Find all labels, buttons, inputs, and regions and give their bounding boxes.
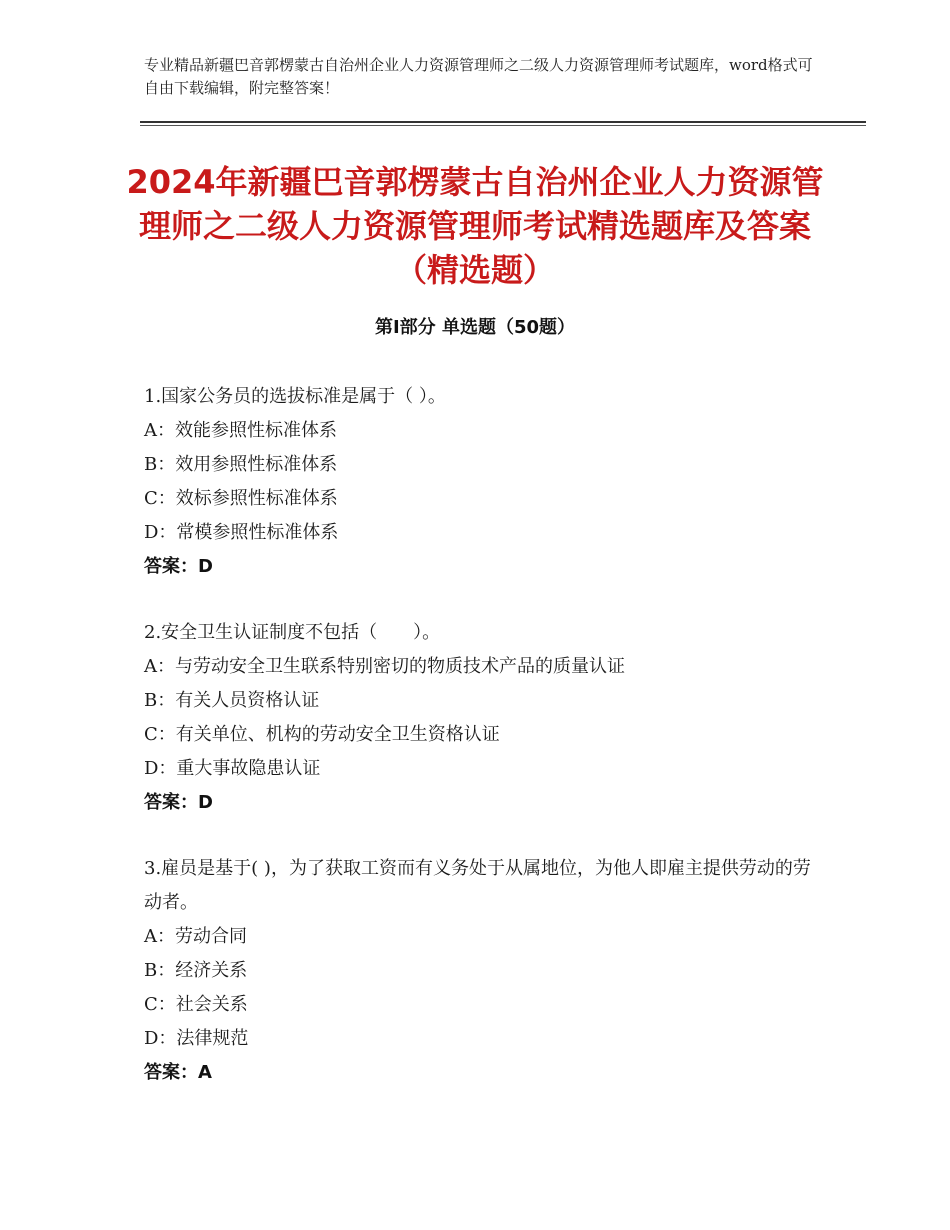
option-c: C：社会关系: [144, 994, 248, 1015]
question-list: [144, 380, 824, 1122]
option-b: B：经济关系: [144, 960, 248, 981]
question-3: [144, 852, 824, 1090]
option-c: C：效标参照性标准体系: [144, 488, 338, 509]
header-note: 专业精品新疆巴音郭楞蒙古自治州企业人力资源管理师之二级人力资源管理师考试题库，word格式可自由下载编辑，附完整答案！: [144, 56, 813, 97]
option-a: A：效能参照性标准体系: [144, 420, 337, 441]
header-divider-thin: [140, 125, 866, 126]
option-b: B：有关人员资格认证: [144, 690, 320, 711]
option-b: B：效用参照性标准体系: [144, 454, 338, 475]
header-divider-thick: [140, 121, 866, 123]
option-d: D：法律规范: [144, 1028, 249, 1049]
option-d: D：常模参照性标准体系: [144, 522, 339, 543]
answer: 答案：D: [144, 792, 213, 813]
option-a: A：与劳动安全卫生联系特别密切的物质技术产品的质量认证: [144, 656, 625, 677]
answer: 答案：A: [144, 1062, 212, 1083]
question-stem: 2.安全卫生认证制度不包括（ ）。: [144, 622, 441, 643]
option-a: A：劳动合同: [144, 926, 247, 947]
document-title: 2024年新疆巴音郭楞蒙古自治州企业人力资源管理师之二级人力资源管理师考试精选题库及答案（精选题）: [126, 163, 824, 289]
option-c: C：有关单位、机构的劳动安全卫生资格认证: [144, 724, 500, 745]
answer: 答案：D: [144, 556, 213, 577]
question-2: [144, 616, 824, 820]
option-d: D：重大事故隐患认证: [144, 758, 321, 779]
question-1: [144, 380, 824, 584]
section-title: 第Ⅰ部分 单选题（50题）: [374, 317, 575, 338]
question-stem: 3.雇员是基于( )，为了获取工资而有义务处于从属地位，为他人即雇主提供劳动的劳动者。: [144, 858, 811, 913]
question-stem: 1.国家公务员的选拔标准是属于（ ）。: [144, 386, 446, 407]
